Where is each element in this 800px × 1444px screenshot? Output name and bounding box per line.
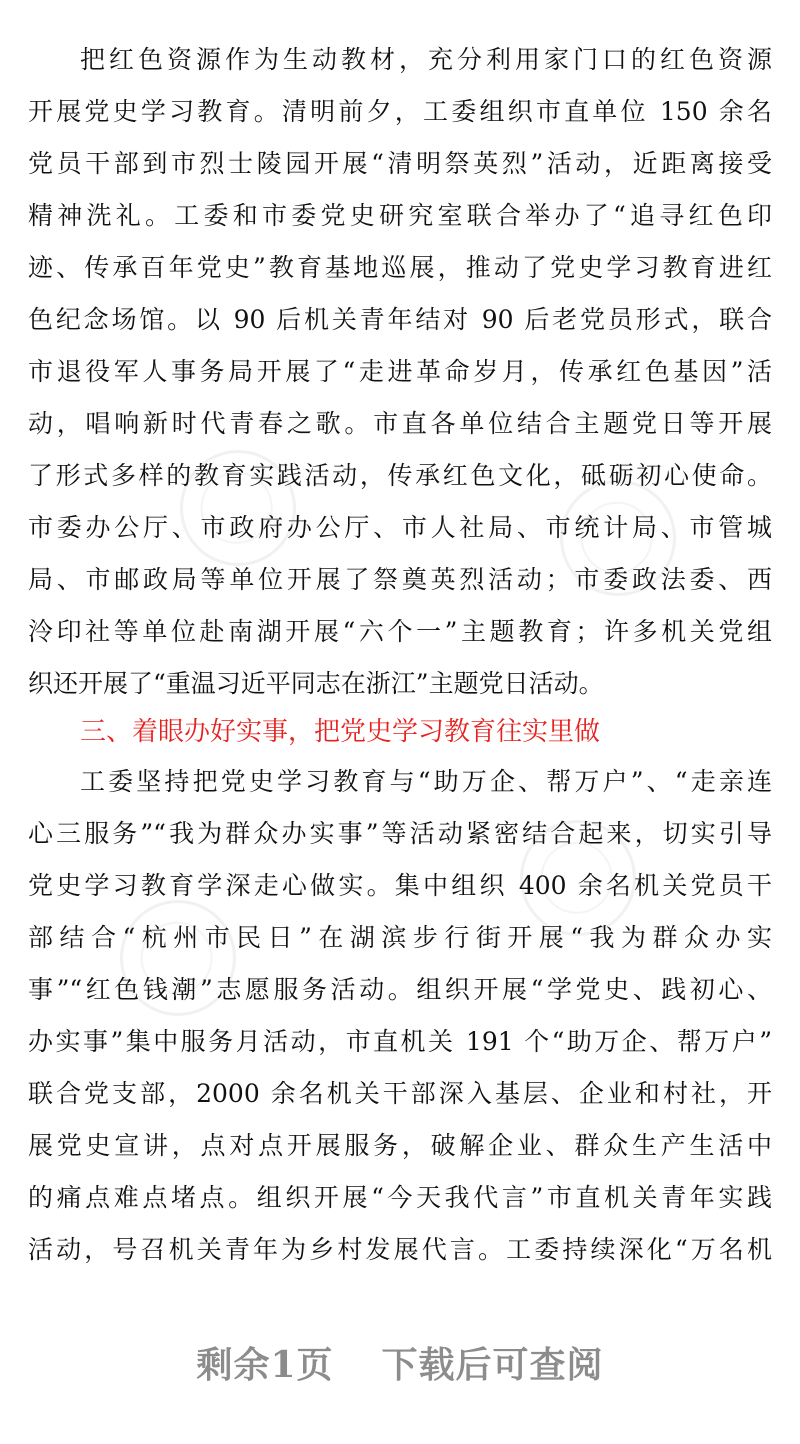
paragraph-line: 事”“红色钱潮”志愿服务活动。组织开展“学党史、践初心、 [28,975,772,1004]
paragraph-line: 泠印社等单位赴南湖开展“六个一”主题教育；许多机关党组 [28,617,772,646]
paragraph-line: 局、市邮政局等单位开展了祭奠英烈活动；市委政法委、西 [28,565,772,594]
remaining-pages-label: 剩余1页 [196,1344,334,1386]
paragraph-line: 的痛点难点堵点。组织开展“今天我代言”市直机关青年实践 [28,1183,772,1212]
paragraph-line: 部结合“杭州市民日”在湖滨步行街开展“我为群众办实 [28,923,772,952]
paragraph-line: 市退役军人事务局开展了“走进革命岁月，传承红色基因”活 [28,357,772,386]
section-heading: 三、着眼办好实事，把党史学习教育往实里做 [80,717,601,747]
paragraph-line: 工委坚持把党史学习教育与“助万企、帮万户”、“走亲连 [80,767,772,796]
paragraph-line: 精神洗礼。工委和市委党史研究室联合举办了“追寻红色印 [28,201,772,230]
paragraph-line: 活动，号召机关青年为乡村发展代言。工委持续深化“万名机 [28,1235,772,1264]
paragraph-line: 色纪念场馆。以 90 后机关青年结对 90 后老党员形式，联合 [28,305,772,334]
paragraph-line: 织还开展了“重温习近平同志在浙江”主题党日活动。 [28,669,604,698]
download-banner[interactable] [0,1330,800,1400]
paragraph-line: 开展党史学习教育。清明前夕，工委组织市直单位 150 余名 [28,97,772,126]
paragraph-line: 党史学习教育学深走心做实。集中组织 400 余名机关党员干 [28,871,772,900]
paragraph-line: 动，唱响新时代青春之歌。市直各单位结合主题党日等开展 [28,409,772,438]
paragraph-line: 迹、传承百年党史”教育基地巡展，推动了党史学习教育进红 [28,253,772,282]
paragraph-line: 把红色资源作为生动教材，充分利用家门口的红色资源 [80,45,772,74]
paragraph-line: 了形式多样的教育实践活动，传承红色文化，砥砺初心使命。 [28,461,772,490]
paragraph-line: 党员干部到市烈士陵园开展“清明祭英烈”活动，近距离接受 [28,149,772,178]
paragraph-line: 心三服务”“我为群众办实事”等活动紧密结合起来，切实引导 [28,819,772,848]
paragraph-line: 办实事”集中服务月活动，市直机关 191 个“助万企、帮万户” [28,1027,772,1056]
paragraph-line: 联合党支部，2000 余名机关干部深入基层、企业和村社，开 [28,1079,772,1108]
paragraph-line: 市委办公厅、市政府办公厅、市人社局、市统计局、市管城 [28,513,772,542]
download-to-view-label[interactable]: 下载后可查阅 [381,1344,604,1386]
paragraph-line: 展党史宣讲，点对点开展服务，破解企业、群众生产生活中 [28,1131,772,1160]
